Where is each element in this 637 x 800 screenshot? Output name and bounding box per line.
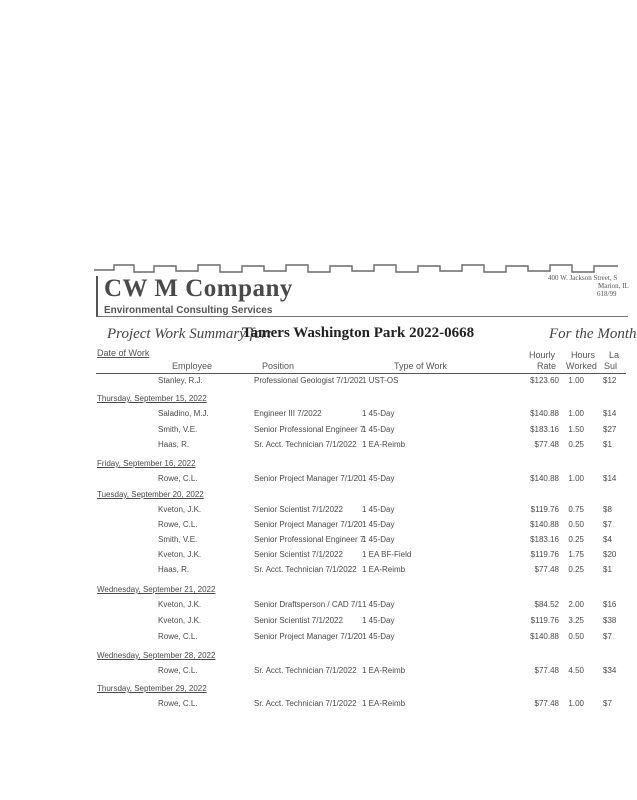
- position-cell: Engineer III 7/2022: [254, 409, 322, 418]
- date-group-label: Wednesday, September 28, 2022: [97, 651, 216, 660]
- hourly-rate-cell: $77.48: [534, 440, 559, 449]
- work-type-cell: 1 45-Day: [362, 409, 395, 418]
- position-cell: Senior Project Manager 7/1/20: [254, 474, 363, 483]
- position-cell: Senior Professional Engineer 7: [254, 425, 365, 434]
- hours-worked-cell: 1.00: [568, 376, 584, 385]
- amount-cell: $4: [603, 535, 612, 544]
- column-header-hours-2: Worked: [566, 361, 597, 371]
- position-cell: Senior Professional Engineer 7: [254, 535, 365, 544]
- hours-worked-cell: 2.00: [568, 600, 584, 609]
- employee-cell: Kveton, J.K.: [158, 505, 202, 514]
- column-header-employee: Employee: [172, 361, 213, 371]
- work-type-cell: 1 EA BF-Field: [362, 550, 412, 559]
- header-divider: [96, 373, 626, 374]
- hourly-rate-cell: $119.76: [530, 505, 559, 514]
- amount-cell: $20: [603, 550, 617, 559]
- work-type-cell: 1 EA-Reimb: [362, 565, 406, 574]
- work-type-cell: 1 45-Day: [362, 520, 395, 529]
- hours-worked-cell: 1.50: [568, 425, 584, 434]
- position-cell: Senior Project Manager 7/1/20: [254, 520, 363, 529]
- employee-cell: Smith, V.E.: [158, 425, 198, 434]
- employee-cell: Haas, R.: [158, 565, 190, 574]
- position-cell: Sr. Acct. Technician 7/1/2022: [254, 699, 357, 708]
- hours-worked-cell: 0.50: [568, 520, 584, 529]
- work-type-cell: 1 45-Day: [362, 600, 395, 609]
- hours-worked-cell: 0.25: [568, 565, 584, 574]
- work-type-cell: 1 45-Day: [362, 632, 395, 641]
- hours-worked-cell: 3.25: [568, 616, 584, 625]
- hourly-rate-cell: $84.52: [534, 600, 559, 609]
- amount-cell: $27: [603, 425, 617, 434]
- amount-cell: $16: [603, 600, 617, 609]
- amount-cell: $12: [603, 376, 617, 385]
- work-type-cell: 1 EA-Reimb: [362, 699, 406, 708]
- employee-cell: Saladino, M.J.: [158, 409, 209, 418]
- column-header-date: Date of Work: [97, 348, 150, 358]
- hourly-rate-cell: $77.48: [534, 666, 559, 675]
- date-group-label: Thursday, September 29, 2022: [97, 684, 207, 693]
- work-type-cell: 1 45-Day: [362, 425, 395, 434]
- position-cell: Senior Scientist 7/1/2022: [254, 616, 343, 625]
- employee-cell: Kveton, J.K.: [158, 600, 202, 609]
- position-cell: Senior Project Manager 7/1/20: [254, 632, 363, 641]
- column-header-amount-2: Sul: [604, 361, 618, 371]
- work-type-cell: 1 45-Day: [362, 535, 395, 544]
- work-type-cell: 1 EA-Reimb: [362, 666, 406, 675]
- employee-cell: Stanley, R.J.: [158, 376, 203, 385]
- hours-worked-cell: 0.25: [568, 440, 584, 449]
- address-line-2: Marion, IL: [598, 282, 629, 290]
- position-cell: Senior Scientist 7/1/2022: [254, 505, 343, 514]
- address-line-3: 618/99: [597, 290, 617, 298]
- column-header-rate: Hourly: [529, 350, 556, 360]
- hourly-rate-cell: $140.88: [530, 632, 559, 641]
- hourly-rate-cell: $77.48: [534, 565, 559, 574]
- employee-cell: Smith, V.E.: [158, 535, 198, 544]
- work-type-cell: 1 EA-Reimb: [362, 440, 406, 449]
- position-cell: Senior Draftsperson / CAD 7/1: [254, 600, 363, 609]
- employee-cell: Rowe, C.L.: [158, 520, 198, 529]
- employee-cell: Rowe, C.L.: [158, 666, 198, 675]
- company-name: CW M Company: [104, 275, 293, 302]
- amount-cell: $34: [603, 666, 617, 675]
- employee-cell: Rowe, C.L.: [158, 699, 198, 708]
- work-type-cell: 1 45-Day: [362, 505, 395, 514]
- position-cell: Professional Geologist 7/1/202: [254, 376, 363, 385]
- hours-worked-cell: 0.75: [568, 505, 584, 514]
- work-type-cell: 1 45-Day: [362, 474, 395, 483]
- hours-worked-cell: 4.50: [568, 666, 584, 675]
- column-header-type: Type of Work: [394, 361, 447, 371]
- work-type-cell: 1 UST-OS: [362, 376, 399, 385]
- date-group-label: Friday, September 16, 2022: [97, 459, 196, 468]
- employee-cell: Kveton, J.K.: [158, 616, 202, 625]
- hourly-rate-cell: $183.16: [530, 425, 559, 434]
- position-cell: Sr. Acct. Technician 7/1/2022: [254, 440, 357, 449]
- column-header-position: Position: [262, 361, 295, 371]
- employee-cell: Haas, R.: [158, 440, 190, 449]
- amount-cell: $7: [603, 520, 612, 529]
- hourly-rate-cell: $77.48: [534, 699, 559, 708]
- hourly-rate-cell: $140.88: [530, 520, 559, 529]
- column-header-amount: La: [609, 350, 620, 360]
- hours-worked-cell: 1.00: [568, 699, 584, 708]
- position-cell: Sr. Acct. Technician 7/1/2022: [254, 666, 357, 675]
- hours-worked-cell: 1.00: [568, 474, 584, 483]
- period-label: For the Month: [549, 326, 637, 342]
- amount-cell: $7: [603, 699, 612, 708]
- employee-cell: Kveton, J.K.: [158, 550, 202, 559]
- hours-worked-cell: 0.25: [568, 535, 584, 544]
- hourly-rate-cell: $140.88: [530, 409, 559, 418]
- column-header-hours: Hours: [571, 350, 596, 360]
- column-header-rate-2: Rate: [537, 361, 557, 371]
- date-group-label: Tuesday, September 20, 2022: [97, 490, 204, 499]
- amount-cell: $14: [603, 409, 617, 418]
- position-cell: Sr. Acct. Technician 7/1/2022: [254, 565, 357, 574]
- date-group-label: Wednesday, September 21, 2022: [97, 585, 216, 594]
- amount-cell: $38: [603, 616, 617, 625]
- employee-cell: Rowe, C.L.: [158, 474, 198, 483]
- position-cell: Senior Scientist 7/1/2022: [254, 550, 343, 559]
- hours-worked-cell: 1.00: [568, 409, 584, 418]
- employee-cell: Rowe, C.L.: [158, 632, 198, 641]
- hours-worked-cell: 1.75: [568, 550, 584, 559]
- hourly-rate-cell: $140.88: [530, 474, 559, 483]
- amount-cell: $1: [603, 440, 612, 449]
- date-group-label: Thursday, September 15, 2022: [97, 394, 207, 403]
- hours-worked-cell: 0.50: [568, 632, 584, 641]
- company-tagline: Environmental Consulting Services: [104, 305, 273, 316]
- amount-cell: $14: [603, 474, 617, 483]
- amount-cell: $8: [603, 505, 612, 514]
- hourly-rate-cell: $119.76: [530, 550, 559, 559]
- address-line-1: 400 W. Jackson Street, S: [548, 274, 618, 282]
- hourly-rate-cell: $119.76: [530, 616, 559, 625]
- hourly-rate-cell: $183.16: [530, 535, 559, 544]
- project-name: Tamers Washington Park 2022-0668: [242, 325, 475, 341]
- work-type-cell: 1 45-Day: [362, 616, 395, 625]
- amount-cell: $7: [603, 632, 612, 641]
- amount-cell: $1: [603, 565, 612, 574]
- hourly-rate-cell: $123.60: [530, 376, 559, 385]
- summary-label: Project Work Summary for:: [107, 326, 273, 342]
